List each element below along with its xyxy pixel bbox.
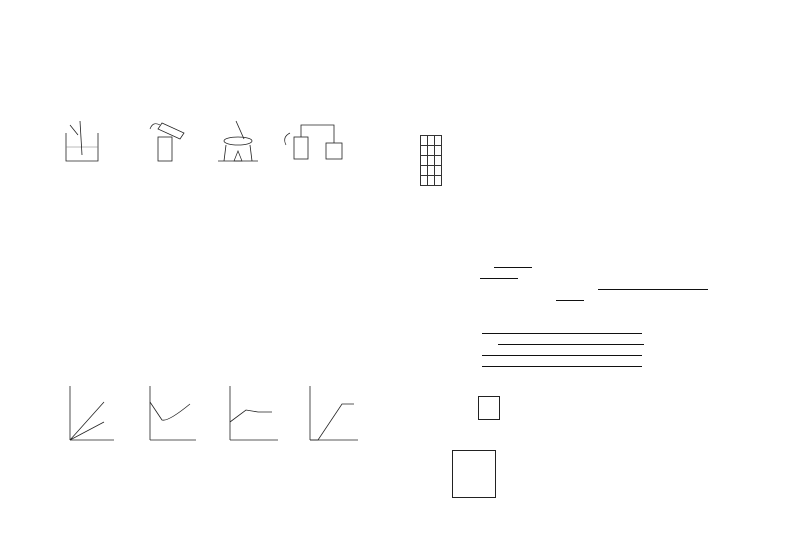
q9-graph-d [310, 386, 358, 440]
q14-blank1[interactable] [482, 327, 642, 334]
q2-apparatus-figures [58, 119, 398, 165]
table-row[interactable] [421, 166, 442, 176]
q13-blank3[interactable] [598, 283, 708, 290]
q13-blank2[interactable] [480, 272, 518, 279]
table-cell [428, 156, 435, 166]
table-cell [435, 176, 442, 186]
airtightness-check-icon [285, 125, 342, 159]
q11-table [420, 135, 442, 186]
table-header [435, 136, 442, 146]
table-cell [421, 146, 428, 156]
pouring-liquid-icon [150, 123, 184, 161]
evaporation-stand-icon [218, 121, 258, 161]
table-cell [421, 156, 428, 166]
q14-blank3[interactable] [482, 349, 642, 356]
table-header [421, 136, 428, 146]
q9-graph-b [150, 386, 196, 440]
q13-blank4[interactable] [556, 294, 584, 301]
atom-structure-row-bottom [502, 452, 738, 532]
table-header [428, 136, 435, 146]
beaker-dilution-icon [66, 121, 98, 161]
table-cell [428, 166, 435, 176]
table-cell [435, 166, 442, 176]
q14-blank4[interactable] [482, 360, 642, 367]
q14-blank2[interactable] [498, 338, 644, 345]
q9-graph-a [70, 386, 114, 440]
atom-structure-row-top [512, 392, 740, 436]
table-cell [435, 146, 442, 156]
table-cell [421, 176, 428, 186]
table-cell [421, 166, 428, 176]
q13-blank1[interactable] [494, 261, 532, 268]
potassium-element-cell-small [478, 396, 500, 420]
table-row[interactable] [421, 156, 442, 166]
table-row[interactable] [421, 146, 442, 156]
potassium-element-cell-large [452, 450, 496, 498]
table-row[interactable] [421, 176, 442, 186]
table-cell [428, 176, 435, 186]
q9-graph-c [230, 386, 278, 440]
table-cell [435, 156, 442, 166]
table-cell [428, 146, 435, 156]
table-header-row [421, 136, 442, 146]
q9-graphs [58, 378, 398, 458]
